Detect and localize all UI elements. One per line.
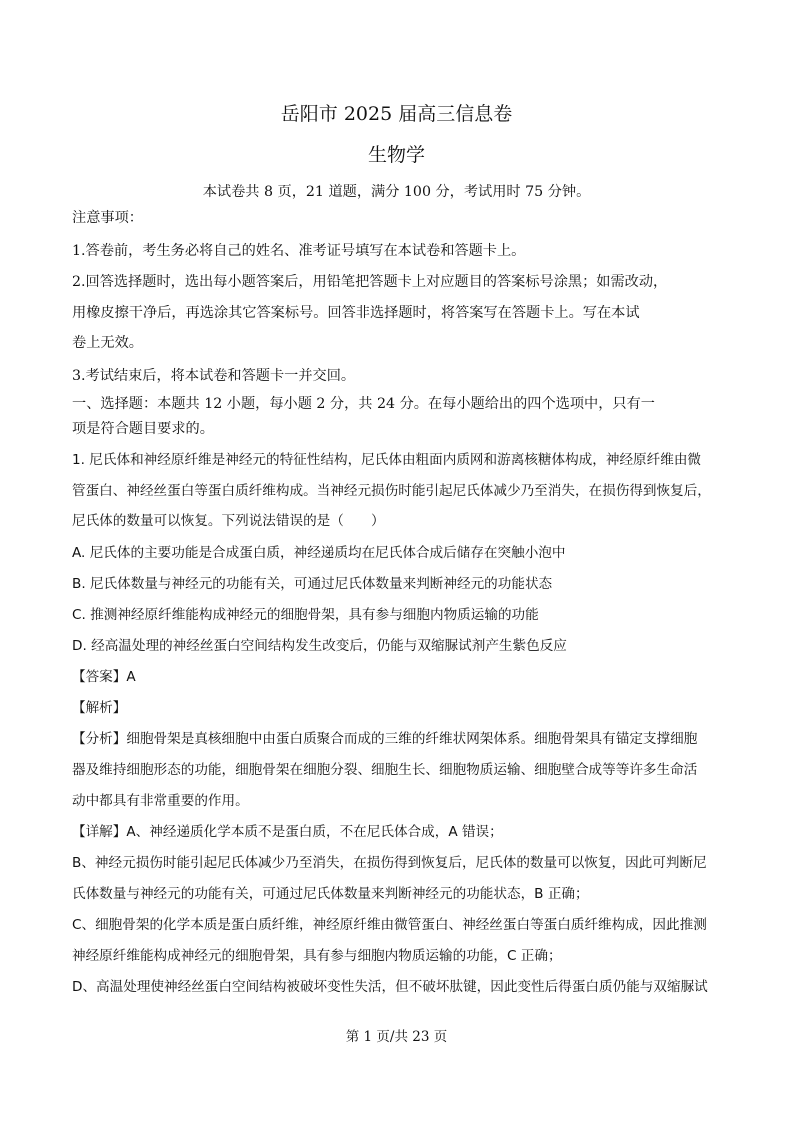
exam-info: 本试卷共 8 页，21 道题，满分 100 分，考试用时 75 分钟。 <box>202 184 591 200</box>
page-number: 第 1 页/共 23 页 <box>345 1029 448 1045</box>
question-1-option-b: B. 尼氏体数量与神经元的功能有关，可通过尼氏体数量来判断神经元的功能状态 <box>72 576 553 592</box>
section-heading-line-2: 项是符合题目要求的。 <box>72 421 214 437</box>
question-1-stem-line-3: 尼氏体的数量可以恢复。下列说法错误的是（ ） <box>72 513 385 529</box>
analysis-label: 【解析】 <box>72 700 127 716</box>
notice-item-2-line-3: 卷上无效。 <box>72 335 143 351</box>
question-1-stem-line-2: 管蛋白、神经丝蛋白等蛋白质纤维构成。当神经元损伤时能引起尼氏体减少乃至消失，在损伤得到恢复后， <box>72 483 711 499</box>
notice-heading: 注意事项： <box>72 210 143 226</box>
question-1-stem-line-1: 1. 尼氏体和神经原纤维是神经元的特征性结构，尼氏体由粗面内质网和游离核糖体构成，神经原纤维由微 <box>72 452 702 468</box>
notice-item-1: 1.答卷前，考生务必将自己的姓名、准考证号填写在本试卷和答题卡上。 <box>72 243 526 259</box>
notice-item-3: 3.考试结束后，将本试卷和答题卡一并交回。 <box>72 368 356 384</box>
detail-a: 【详解】A、神经递质化学本质不是蛋白质，不在尼氏体合成，A 错误； <box>72 824 503 840</box>
analysis-line-2: 器及维持细胞形态的功能，细胞骨架在细胞分裂、细胞生长、细胞物质运输、细胞壁合成等等许多生命活 <box>72 762 698 778</box>
notice-item-2-line-1: 2.回答选择题时，选出每小题答案后，用铅笔把答题卡上对应题目的答案标号涂黑；如需改动， <box>72 274 668 290</box>
exam-title: 岳阳市 2025 届高三信息卷 <box>280 103 513 125</box>
detail-d-line-1: D、高温处理使神经丝蛋白空间结构被破坏变性失活，但不破坏肽键，因此变性后得蛋白质仍能与双缩脲试 <box>72 979 708 995</box>
detail-b-line-2: 氏体数量与神经元的功能有关，可通过尼氏体数量来判断神经元的功能状态，B 正确； <box>72 886 589 902</box>
question-1-option-a: A. 尼氏体的主要功能是合成蛋白质，神经递质均在尼氏体合成后储存在突触小泡中 <box>72 545 566 561</box>
detail-c-line-1: C、细胞骨架的化学本质是蛋白质纤维，神经原纤维由微管蛋白、神经丝蛋白等蛋白质纤维构成，因此推测 <box>72 917 707 933</box>
question-1-option-c: C. 推测神经原纤维能构成神经元的细胞骨架，具有参与细胞内物质运输的功能 <box>72 607 539 623</box>
detail-b-line-1: B、神经元损伤时能引起尼氏体减少乃至消失，在损伤得到恢复后，尼氏体的数量可以恢复，因此可判断尼 <box>72 855 707 871</box>
question-1-option-d: D. 经高温处理的神经丝蛋白空间结构发生改变后，仍能与双缩脲试剂产生紫色反应 <box>72 638 567 654</box>
question-1-answer: 【答案】A <box>72 669 136 685</box>
analysis-line-3: 动中都具有非常重要的作用。 <box>72 793 249 809</box>
section-heading-line-1: 一、选择题：本题共 12 小题，每小题 2 分，共 24 分。在每小题给出的四个选项中，只有一 <box>72 396 655 412</box>
notice-item-2-line-2: 用橡皮擦干净后，再选涂其它答案标号。回答非选择题时，将答案写在答题卡上。写在本试 <box>72 305 640 321</box>
subject-title: 生物学 <box>367 144 425 166</box>
analysis-line-1: 【分析】细胞骨架是真核细胞中由蛋白质聚合而成的三维的纤维状网架体系。细胞骨架具有锚定支撑细胞 <box>72 731 698 747</box>
detail-c-line-2: 神经原纤维能构成神经元的细胞骨架，具有参与细胞内物质运输的功能，C 正确； <box>72 948 562 964</box>
